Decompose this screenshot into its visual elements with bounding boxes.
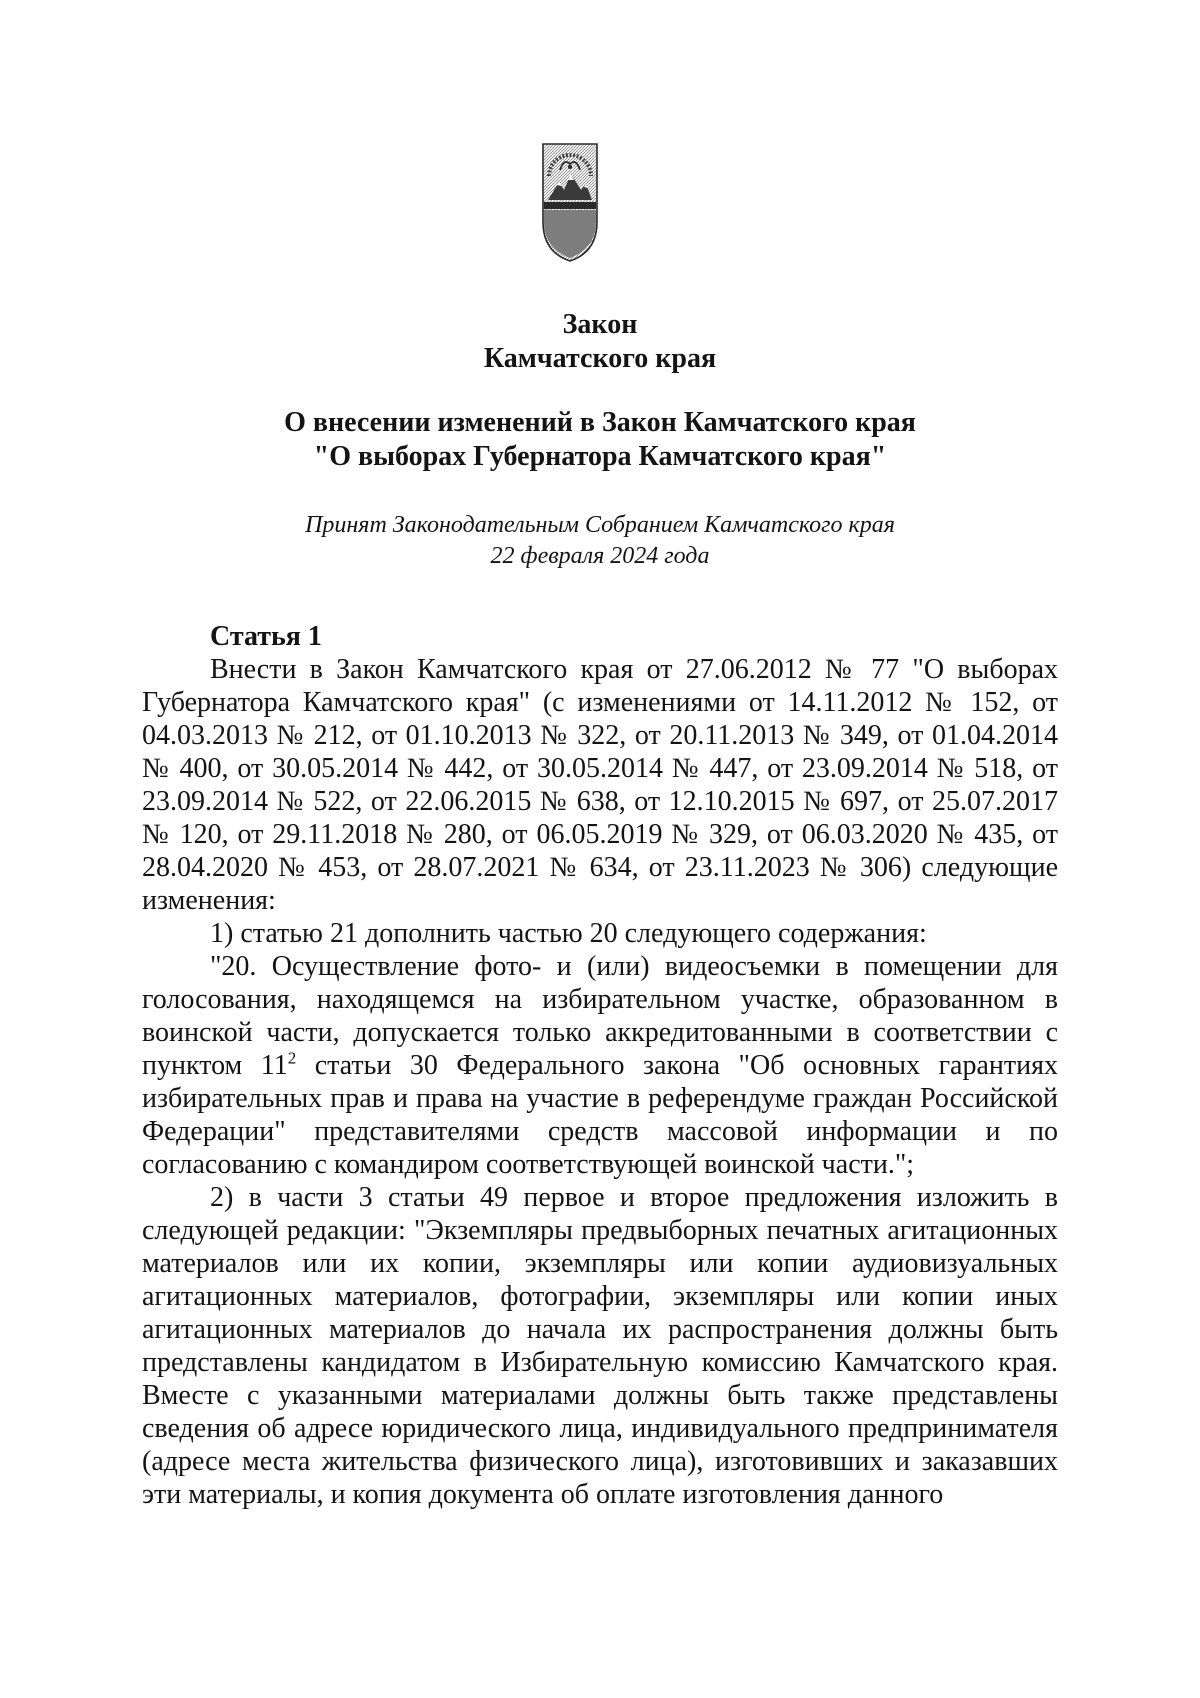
adoption-date: 22 февраля 2024 года [490,543,710,569]
document-subject [140,406,1060,474]
paragraph-amendment-intro: Внести в Закон Камчатского края от 27.06.2012 № 77 "О выборах Губернатора Камчатского края" (с изменениями от 14.11.2012 № 152, от 04.03.2013 № 212, от 01.10.2013 № 322, от 20.11.2013 № 349, от 01.04.2014 № 400, от 30.05.2014 № 442, от 30.05.2014 № 447, от 23.09.2014 № 518, от 23.09.2014 № 522, от 22.06.2015 № 638, от 12.10.2015 № 697, от 25.07.2017 № 120, от 29.11.2018 № 280, от 06.05.2019 № 329, от 06.03.2020 № 435, от 28.04.2020 № 453, от 28.07.2021 № 634, от 23.11.2023 № 306) следующие изменения: [142,654,1058,916]
article-1 [142,620,1058,1511]
article-heading: Статья 1 [210,621,322,652]
subject-line-2: "О выборах Губернатора Камчатского края" [313,441,887,472]
paragraph-part-20 [142,950,1058,1181]
title-line-law: Закон [562,309,638,340]
paragraph-item-1: 1) статью 21 дополнить частью 20 следующего содержания: [210,918,927,949]
adoption-note [140,510,1060,572]
title-line-region: Камчатского края [483,343,717,374]
superscript-2: 2 [287,1048,297,1068]
kamchatka-coat-of-arms-icon [540,140,600,264]
subject-line-1: О внесении изменений в Закон Камчатского края [284,407,916,438]
adoption-line-1: Принят Законодательным Собранием Камчатского края [305,512,895,538]
paragraph-item-2: 2) в части 3 статьи 49 первое и второе предложения изложить в следующей редакции: "Экземпляры предвыборных печатных агитационных материалов или их копии, экземпляры или копии аудиовизуальных агитационных материалов, фотографии, экземпляры или копии иных агитационных материалов до начала их распространения должны быть представлены кандидатом в Избирательную комиссию Камчатского края. Вместе с указанными материалами должны быть также представлены сведения об адресе юридического лица, индивидуального предпринимателя (адресе места жительства физического лица), изготовивших и заказавших эти материалы, и копия документа об оплате изготовления данного [142,1182,1058,1510]
paragraph-part-20-text-a: "20. Осуществление фото- и (или) видеосъемки в помещении для голосования, находящемся на избирательном участке, образованном в воинской части, допускается только аккредитованными в соответствии с пунктом 11 [142,951,1058,1081]
paragraph-part-20-text-b: статьи 30 Федерального закона "Об основных гарантиях избирательных прав и права на участие в референдуме граждан Российской Федерации" представителями средств массовой информации и по согласованию с командиром соответствующей воинской части."; [142,1050,1058,1180]
document-title [140,308,1060,376]
